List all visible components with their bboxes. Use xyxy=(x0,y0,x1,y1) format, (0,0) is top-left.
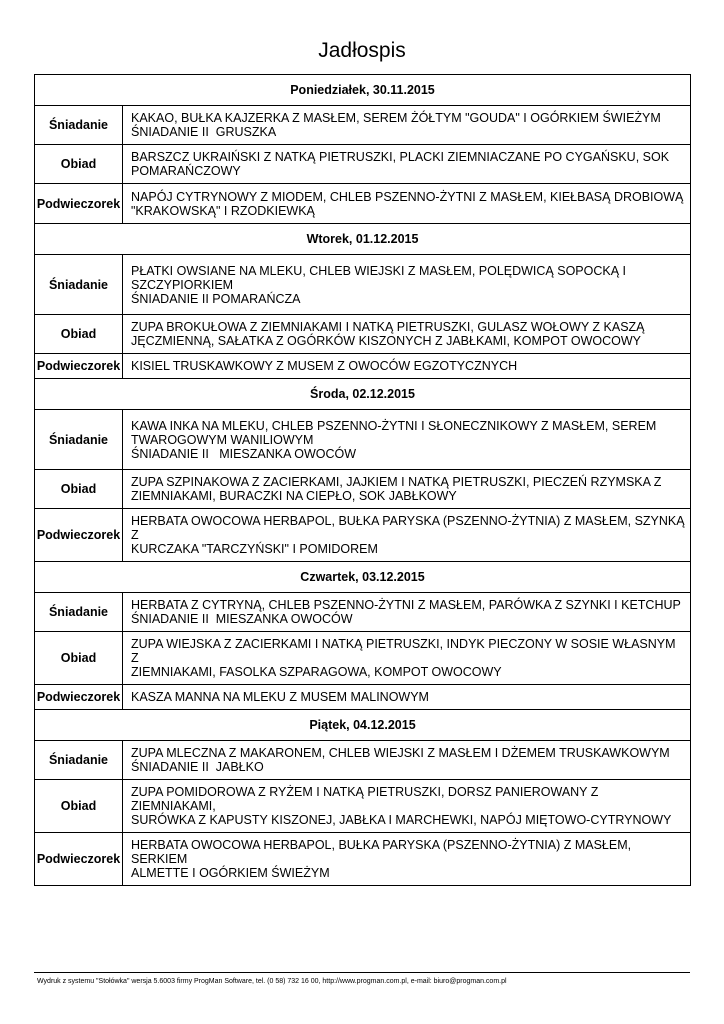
meal-row xyxy=(35,184,691,224)
meal-description-line: SZCZYPIORKIEM xyxy=(131,277,234,292)
meal-description-line: ZUPA POMIDOROWA Z RYŻEM I NATKĄ PIETRUSZKI, DORSZ PANIEROWANY Z ZIEMNIAKAMI, xyxy=(131,785,602,813)
meal-row xyxy=(35,632,691,685)
meal-description xyxy=(123,509,691,562)
meal-description xyxy=(123,593,691,632)
meal-description-line: KAKAO, BUŁKA KAJZERKA Z MASŁEM, SEREM ŻÓŁTYM "GOUDA" I OGÓRKIEM ŚWIEŻYM xyxy=(131,111,661,125)
meal-description-line: JĘCZMIENNĄ, SAŁATKA Z OGÓRKÓW KISZONYCH Z JABŁKAMI, KOMPOT OWOCOWY xyxy=(131,334,642,348)
meal-name: Obiad xyxy=(35,145,123,184)
meal-name: Obiad xyxy=(35,632,123,685)
meal-name: Śniadanie xyxy=(35,106,123,145)
meal-description xyxy=(123,106,691,145)
meal-name: Śniadanie xyxy=(35,410,123,470)
meal-description-line: KURCZAKA "TARCZYŃSKI" I POMIDOREM xyxy=(131,542,378,556)
meal-description-line: ZUPA MLECZNA Z MAKARONEM, CHLEB WIEJSKI Z MASŁEM I DŻEMEM TRUSKAWKOWYM xyxy=(131,746,670,760)
day-header: Wtorek, 01.12.2015 xyxy=(35,224,691,255)
meal-row xyxy=(35,354,691,379)
meal-description xyxy=(123,315,691,354)
meal-row xyxy=(35,470,691,509)
meal-description-line: POMARAŃCZOWY xyxy=(131,164,241,178)
meal-description-line: ŚNIADANIE II JABŁKO xyxy=(131,760,264,774)
meal-row xyxy=(35,741,691,780)
meal-description-line: KASZA MANNA NA MLEKU Z MUSEM MALINOWYM xyxy=(131,690,429,704)
menu-body xyxy=(35,75,691,886)
meal-description xyxy=(123,145,691,184)
meal-description-line: ŚNIADANIE II MIESZANKA OWOCÓW xyxy=(131,612,353,626)
meal-row xyxy=(35,315,691,354)
footer-text: Wydruk z systemu "Stołówka" wersja 5.6003 firmy ProgMan Software, tel. (0 58) 732 16 00, http://www.progman.com.pl, e-mail: biuro@progman.com.pl xyxy=(37,978,507,985)
meal-description xyxy=(123,741,691,780)
meal-description-line: ŚNIADANIE II MIESZANKA OWOCÓW xyxy=(131,446,357,461)
meal-description xyxy=(123,833,691,886)
day-header: Piątek, 04.12.2015 xyxy=(35,710,691,741)
meal-name: Śniadanie xyxy=(35,741,123,780)
meal-description-line: HERBATA Z CYTRYNĄ, CHLEB PSZENNO-ŻYTNI Z MASŁEM, PARÓWKA Z SZYNKI I KETCHUP xyxy=(131,598,681,612)
day-header: Środa, 02.12.2015 xyxy=(35,379,691,410)
menu-table xyxy=(34,74,691,886)
meal-description-line: ŚNIADANIE II POMARAŃCZA xyxy=(131,291,301,306)
day-header-row xyxy=(35,562,691,593)
meal-name: Śniadanie xyxy=(35,255,123,315)
meal-description xyxy=(123,780,691,833)
meal-description-line: ZUPA BROKUŁOWA Z ZIEMNIAKAMI I NATKĄ PIETRUSZKI, GULASZ WOŁOWY Z KASZĄ xyxy=(131,320,645,334)
meal-row xyxy=(35,833,691,886)
meal-name: Podwieczorek xyxy=(35,685,123,710)
meal-description xyxy=(123,685,691,710)
meal-description-line: ŚNIADANIE II GRUSZKA xyxy=(131,125,277,139)
day-header: Poniedziałek, 30.11.2015 xyxy=(35,75,691,106)
day-header-row xyxy=(35,379,691,410)
meal-description-line: "KRAKOWSKĄ" I RZODKIEWKĄ xyxy=(131,203,315,218)
meal-description-line: PŁATKI OWSIANE NA MLEKU, CHLEB WIEJSKI Z MASŁEM, POLĘDWICĄ SOPOCKĄ I xyxy=(131,263,627,278)
meal-description xyxy=(123,184,691,224)
page-title: Jadłospis xyxy=(318,39,406,62)
meal-description-line: NAPÓJ CYTRYNOWY Z MIODEM, CHLEB PSZENNO-ŻYTNI Z MASŁEM, KIEŁBASĄ DROBIOWĄ xyxy=(131,189,684,204)
meal-name: Podwieczorek xyxy=(35,184,123,224)
meal-description-line: ALMETTE I OGÓRKIEM ŚWIEŻYM xyxy=(131,866,330,880)
meal-row xyxy=(35,593,691,632)
meal-description-line: ZUPA SZPINAKOWA Z ZACIERKAMI, JAJKIEM I NATKĄ PIETRUSZKI, PIECZEŃ RZYMSKA Z xyxy=(131,475,662,489)
meal-description-line: ZUPA WIEJSKA Z ZACIERKAMI I NATKĄ PIETRUSZKI, INDYK PIECZONY W SOSIE WŁASNYM Z xyxy=(131,637,680,665)
meal-row xyxy=(35,685,691,710)
meal-description-line: KAWA INKA NA MLEKU, CHLEB PSZENNO-ŻYTNI I SŁONECZNIKOWY Z MASŁEM, SEREM xyxy=(131,418,657,433)
meal-name: Podwieczorek xyxy=(35,354,123,379)
meal-description-line: TWAROGOWYM WANILIOWYM xyxy=(131,432,314,447)
day-header: Czwartek, 03.12.2015 xyxy=(35,562,691,593)
meal-description-line: ZIEMNIAKAMI, BURACZKI NA CIEPŁO, SOK JABŁKOWY xyxy=(131,489,457,503)
day-header-row xyxy=(35,75,691,106)
meal-name: Podwieczorek xyxy=(35,833,123,886)
meal-description xyxy=(123,255,691,315)
meal-name: Obiad xyxy=(35,780,123,833)
meal-description-line: KISIEL TRUSKAWKOWY Z MUSEM Z OWOCÓW EGZOTYCZNYCH xyxy=(131,359,518,373)
meal-description-line: HERBATA OWOCOWA HERBAPOL, BUŁKA PARYSKA (PSZENNO-ŻYTNIA) Z MASŁEM, SZYNKĄ Z xyxy=(131,514,689,542)
meal-description-line: HERBATA OWOCOWA HERBAPOL, BUŁKA PARYSKA (PSZENNO-ŻYTNIA) Z MASŁEM, SERKIEM xyxy=(131,838,635,866)
meal-description xyxy=(123,354,691,379)
meal-description xyxy=(123,632,691,685)
meal-row xyxy=(35,106,691,145)
meal-description-line: BARSZCZ UKRAIŃSKI Z NATKĄ PIETRUSZKI, PLACKI ZIEMNIACZANE PO CYGAŃSKU, SOK xyxy=(131,150,670,164)
meal-description-line: SURÓWKA Z KAPUSTY KISZONEJ, JABŁKA I MARCHEWKI, NAPÓJ MIĘTOWO-CYTRYNOWY xyxy=(131,813,672,827)
meal-name: Śniadanie xyxy=(35,593,123,632)
meal-description xyxy=(123,410,691,470)
meal-row xyxy=(35,780,691,833)
meal-row xyxy=(35,255,691,315)
meal-description-line: ZIEMNIAKAMI, FASOLKA SZPARAGOWA, KOMPOT OWOCOWY xyxy=(131,665,502,679)
footer-divider xyxy=(34,972,690,973)
day-header-row xyxy=(35,224,691,255)
meal-name: Podwieczorek xyxy=(35,509,123,562)
meal-row xyxy=(35,509,691,562)
meal-row xyxy=(35,410,691,470)
meal-name: Obiad xyxy=(35,470,123,509)
meal-name: Obiad xyxy=(35,315,123,354)
meal-description xyxy=(123,470,691,509)
day-header-row xyxy=(35,710,691,741)
meal-row xyxy=(35,145,691,184)
